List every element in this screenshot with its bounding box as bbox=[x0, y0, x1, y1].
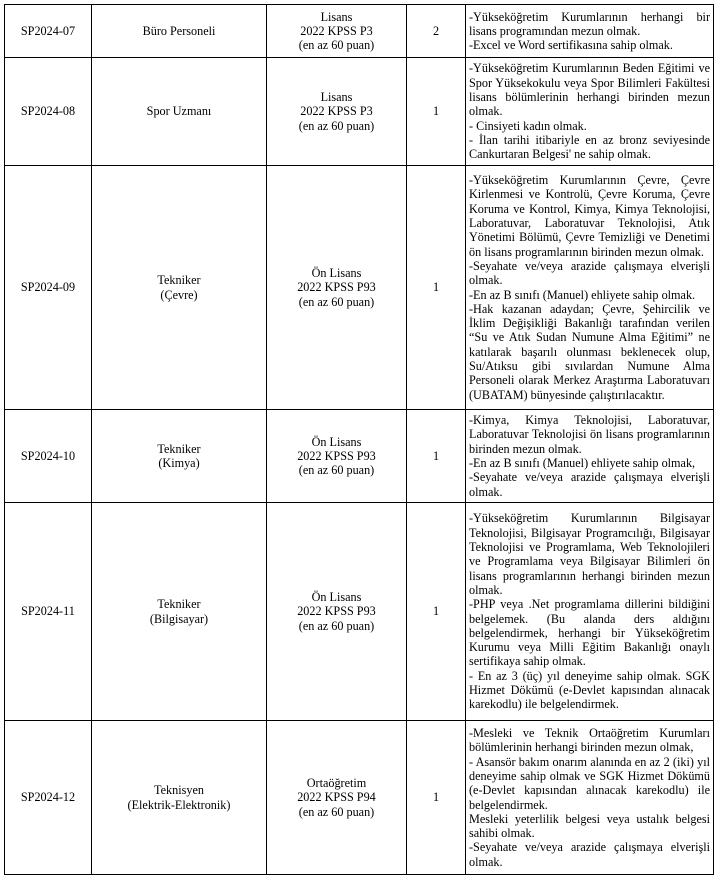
position-code: SP2024-12 bbox=[5, 721, 92, 875]
education-requirement: Ön Lisans 2022 KPSS P93 (en az 60 puan) bbox=[267, 503, 407, 721]
position-count: 1 bbox=[407, 721, 466, 875]
table-row bbox=[5, 721, 714, 875]
position-title: Teknisyen (Elektrik-Elektronik) bbox=[92, 721, 267, 875]
table-row bbox=[5, 410, 714, 503]
table-row bbox=[5, 5, 714, 58]
qualification-text: -Yükseköğretim Kurumlarının Beden Eğitimi ve Spor Yüksekokulu veya Spor Bilimleri Fakültesi lisans bölümlerinin herhangi birinden mezun olmak. - Cinsiyeti kadın olmak. - İlan tarihi itibariyle en az bronz seviyesinde Cankurtaran Belgesi' ne sahip olmak. bbox=[466, 58, 714, 166]
position-count: 1 bbox=[407, 503, 466, 721]
position-count: 1 bbox=[407, 58, 466, 166]
education-requirement: Ön Lisans 2022 KPSS P93 (en az 60 puan) bbox=[267, 410, 407, 503]
position-code: SP2024-08 bbox=[5, 58, 92, 166]
education-requirement: Ön Lisans 2022 KPSS P93 (en az 60 puan) bbox=[267, 166, 407, 410]
position-code: SP2024-11 bbox=[5, 503, 92, 721]
position-count: 1 bbox=[407, 410, 466, 503]
position-count: 1 bbox=[407, 166, 466, 410]
education-requirement: Ortaöğretim 2022 KPSS P94 (en az 60 puan) bbox=[267, 721, 407, 875]
position-title: Spor Uzmanı bbox=[92, 58, 267, 166]
qualification-text: -Yükseköğretim Kurumlarının Çevre, Çevre Kirlenmesi ve Kontrolü, Çevre Koruma, Çevre Koruma ve Kontrol, Kimya, Kimya Teknolojisi, Laboratuvar, Laboratuvar Teknolojisi, Atık Yönetimi Bölümü, Çevre Temizliği ve Denetimi ön lisans programlarının birinden mezun olmak. -Seyahate ve/veya arazide çalışmaya elverişli olmak. -En az B sınıfı (Manuel) ehliyete sahip olmak. -Hak kazanan adaydan; Çevre, Şehircilik ve İklim Değişikliği Bakanlığı tarafından verilen “Su ve Atık Sudan Numune Alma Eğitimi” ne katılarak başarılı olunması beklenecek olup, Su/Atıksu gibi sıvılardan Numune Alma Personeli olarak Merkez Araştırma Laboratuvarı (UBATAM) bünyesinde çalıştırılacaktır. bbox=[466, 166, 714, 410]
education-requirement: Lisans 2022 KPSS P3 (en az 60 puan) bbox=[267, 5, 407, 58]
table-row bbox=[5, 166, 714, 410]
qualification-text: -Yükseköğretim Kurumlarının Bilgisayar Teknolojisi, Bilgisayar Programcılığı, Bilgisayar Teknolojisi ve Programlama, Web Teknolojileri ve Programlama veya Bilgisayar Bilimleri ön lisans programlarının herhangi birinden mezun olmak. -PHP veya .Net programlama dillerini bildiğini belgelemek. (Bu alanda ders aldığını belgelendirmek, herhangi bir Yükseköğretim Kurumu veya Milli Eğitim Bakanlığı onaylı sertifikaya sahip olmak. - En az 3 (üç) yıl deneyime sahip olmak. SGK Hizmet Dökümü (e-Devlet kapısından alınacak karekodlu) ile belgelendirmek. bbox=[466, 503, 714, 721]
table-row bbox=[5, 58, 714, 166]
position-code: SP2024-09 bbox=[5, 166, 92, 410]
positions-table bbox=[4, 4, 714, 875]
qualification-text: -Mesleki ve Teknik Ortaöğretim Kurumları bölümlerinin herhangi birinden mezun olmak, - Asansör bakım onarım alanında en az 2 (iki) yıl deneyime sahip olmak ve SGK Hizmet Dökümü (e-Devlet kapısından alınacak karekodlu) ile belgelendirmek. Mesleki yeterlilik belgesi veya ustalık belgesi sahibi olmak. -Seyahate ve/veya arazide çalışmaya elverişli olmak. bbox=[466, 721, 714, 875]
education-requirement: Lisans 2022 KPSS P3 (en az 60 puan) bbox=[267, 58, 407, 166]
position-title: Büro Personeli bbox=[92, 5, 267, 58]
position-code: SP2024-07 bbox=[5, 5, 92, 58]
qualification-text: -Kimya, Kimya Teknolojisi, Laboratuvar, Laboratuvar Teknolojisi ön lisans programlarının birinden mezun olmak. -En az B sınıfı (Manuel) ehliyete sahip olmak, -Seyahate ve/veya arazide çalışmaya elverişli olmak. bbox=[466, 410, 714, 503]
position-title: Tekniker (Bilgisayar) bbox=[92, 503, 267, 721]
position-count: 2 bbox=[407, 5, 466, 58]
position-title: Tekniker (Kimya) bbox=[92, 410, 267, 503]
position-title: Tekniker (Çevre) bbox=[92, 166, 267, 410]
position-code: SP2024-10 bbox=[5, 410, 92, 503]
qualification-text: -Yükseköğretim Kurumlarının herhangi bir lisans programından mezun olmak. -Excel ve Word sertifikasına sahip olmak. bbox=[466, 5, 714, 58]
table-row bbox=[5, 503, 714, 721]
